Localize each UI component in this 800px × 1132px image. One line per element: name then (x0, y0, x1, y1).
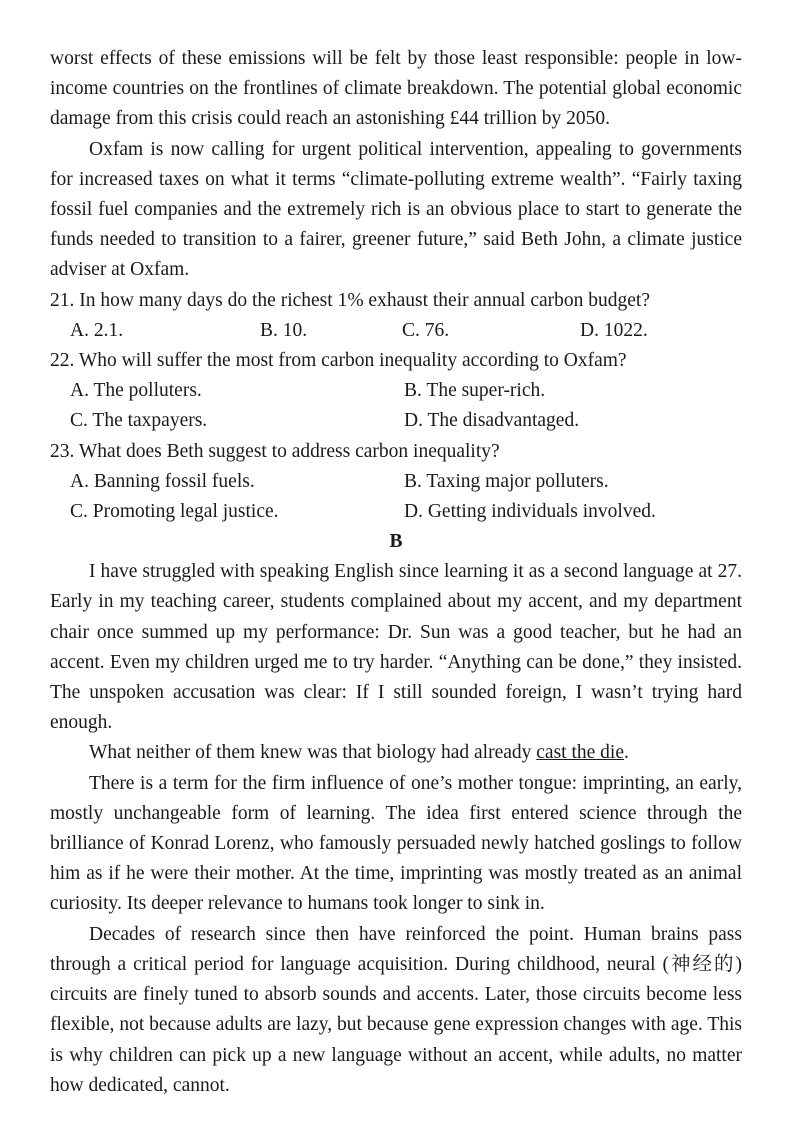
option-c: C. 76. (402, 319, 450, 341)
question-21 (50, 286, 742, 346)
passage-b-paragraph-2 (50, 738, 742, 768)
passage-a-paragraph-2: Oxfam is now calling for urgent political intervention, appealing to governments for increased taxes on what it terms “climate-polluting extreme wealth”. “Fairly taxing fossil fuel companies and the extremely rich is an obvious place to start to generate the funds needed to transition to a fairer, greener future,” said Beth John, a climate justice adviser at Oxfam. (50, 138, 742, 281)
option-c: C. Promoting legal justice. (70, 501, 279, 523)
question-stem: 21. In how many days do the richest 1% exhaust their annual carbon budget? (50, 289, 650, 311)
question-23 (50, 437, 742, 528)
paragraph-text: What neither of them knew was that biology had already (89, 742, 537, 764)
underlined-phrase: cast the die (536, 742, 624, 764)
option-d: D. 1022. (580, 319, 648, 341)
option-a: A. Banning fossil fuels. (70, 470, 255, 492)
option-d: D. Getting individuals involved. (404, 501, 656, 523)
option-b: B. 10. (260, 319, 308, 341)
question-stem: 22. Who will suffer the most from carbon inequality according to Oxfam? (50, 350, 627, 372)
passage-b-paragraph-4: Decades of research since then have reinforced the point. Human brains pass through a critical period for language acquisition. During childhood, neural (神经的) circuits are finely tuned to absorb sounds and accents. Later, those circuits become less flexible, not because adults are lazy, but because gene expression changes with age. This is why children can pick up a new language without an accent, while adults, no matter how dedicated, cannot. (50, 923, 742, 1096)
option-d: D. The disadvantaged. (404, 410, 580, 432)
options-grid (50, 467, 742, 527)
question-22 (50, 346, 742, 437)
option-c: C. The taxpayers. (70, 410, 208, 432)
passage-b-paragraph-1: I have struggled with speaking English since learning it as a second language at 27. Early in my teaching career, students complained about my accent, and my department chair once summed up my performance: Dr. Sun was a good teacher, but he had an accent. Even my children urged me to try harder. “Anything can be done,” they insisted. The unspoken accusation was clear: If I still sounded foreign, I wasn’t trying hard enough. (50, 561, 742, 734)
option-a: A. 2.1. (70, 319, 124, 341)
passage-b-paragraph-3: There is a term for the firm influence of one’s mother tongue: imprinting, an early, mostly unchangeable form of learning. The idea first entered science through the brilliance of Konrad Lorenz, who famously persuaded newly hatched goslings to follow him as if he were their mother. At the time, imprinting was mostly treated as an animal curiosity. Its deeper relevance to humans took longer to sink in. (50, 772, 742, 915)
paragraph-text: . (624, 742, 629, 764)
option-b: B. Taxing major polluters. (404, 470, 609, 492)
question-stem: 23. What does Beth suggest to address carbon inequality? (50, 440, 500, 462)
option-b: B. The super-rich. (404, 380, 546, 402)
option-a: A. The polluters. (70, 380, 202, 402)
section-b-heading: B (389, 531, 403, 553)
options-row (50, 316, 742, 346)
passage-a-paragraph-1: worst effects of these emissions will be felt by those least responsible: people in low-income countries on the frontlines of climate breakdown. The potential global economic damage from this crisis could reach an astonishing £44 trillion by 2050. (50, 48, 742, 130)
options-grid (50, 376, 742, 436)
